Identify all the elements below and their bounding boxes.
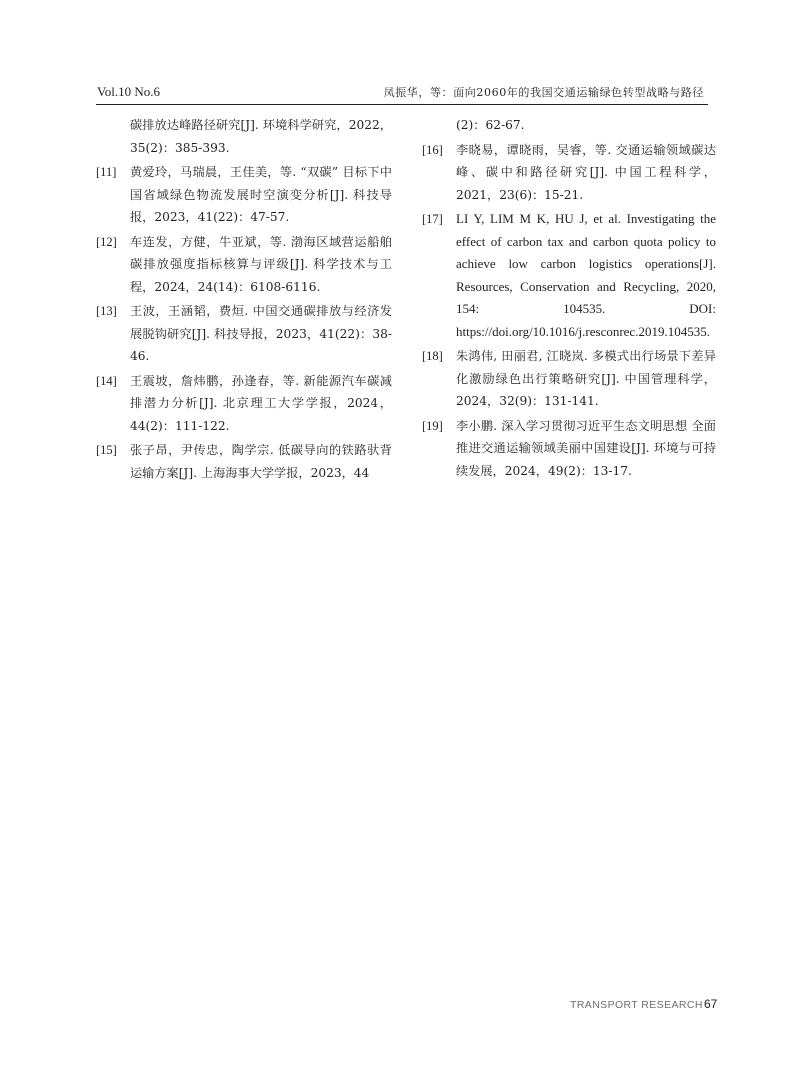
reference-item (96, 231, 392, 299)
right-column (422, 114, 716, 484)
reference-text: 李晓易，谭晓雨，吴睿，等. 交通运输领域碳达峰、碳中和路径研究[J]. 中国工程科学，2021，23(6)：15-21. (456, 142, 716, 202)
left-column (96, 114, 392, 486)
reference-text: LI Y, LIM M K, HU J, et al. Investigating the effect of carbon tax and carbon quota policy to achieve low carbon logistics operations[J]. Resources, Conservation and Recycling, 2020, 154: 104535. DOI: https://doi.org/10.1016/j.resconrec.2019.104535. (456, 211, 716, 339)
reference-number: [11] (96, 165, 117, 179)
reference-number: [12] (96, 234, 117, 249)
page-number: 67 (704, 997, 718, 1011)
reference-text: 王震坡，詹炜鹏，孙逢春，等. 新能源汽车碳减排潜力分析[J]. 北京理工大学学报，2024，44(2)：111-122. (130, 373, 392, 433)
header-divider (96, 104, 708, 105)
reference-number: [15] (96, 443, 117, 457)
reference-text: 车连发，方健，牛亚斌，等. 渤海区域营运船舶碳排放强度指标核算与评级[J]. 科学技术与工程，2024，24(14)：6108-6116. (130, 234, 392, 294)
reference-number: [14] (96, 373, 117, 388)
reference-continued: (2)：62-67. (456, 118, 525, 132)
volume-issue: Vol.10 No.6 (97, 84, 160, 99)
reference-item (96, 439, 392, 484)
reference-item (422, 208, 716, 343)
reference-text: 王波，王涵韬，费烜. 中国交通碳排放与经济发展脱钩研究[J]. 科技导报，2023，41(22)：38-46. (130, 304, 392, 363)
reference-text: 张子昂，尹传忠，陶学宗. 低碳导向的铁路驮背运输方案[J]. 上海海事大学学报，2023，44 (130, 443, 392, 480)
reference-text: 李小鹏. 深入学习贯彻习近平生态文明思想 全面推进交通运输领域美丽中国建设[J]. 环境与可持续发展，2024，49(2)：13-17. (456, 418, 716, 478)
reference-number: [16] (422, 142, 443, 157)
reference-item (96, 370, 392, 438)
reference-number: [19] (422, 418, 443, 433)
reference-number: [18] (422, 349, 443, 363)
reference-item (422, 345, 716, 413)
reference-item (422, 139, 716, 207)
reference-number: [13] (96, 304, 117, 318)
reference-item (422, 415, 716, 483)
reference-text: 黄爱玲，马瑞晨，王佳美，等. “双碳” 目标下中国省域绿色物流发展时空演变分析[J]. 科技导报，2023，41(22)：47-57. (130, 165, 392, 224)
reference-text: 朱鸿伟, 田丽君, 江晓岚. 多模式出行场景下差异化激励绿色出行策略研究[J]. 中国管理科学，2024，32(9)：131-141. (456, 349, 716, 408)
reference-number: [17] (422, 212, 443, 226)
journal-name: TRANSPORT RESEARCH (570, 999, 703, 1011)
reference-continued: 碳排放达峰路径研究[J]. 环境科学研究，2022，35(2)：385-393. (130, 118, 392, 155)
running-title: 凤振华，等：面向2060年的我国交通运输绿色转型战略与路径 (383, 86, 704, 99)
reference-item (96, 300, 392, 368)
reference-item (96, 161, 392, 229)
